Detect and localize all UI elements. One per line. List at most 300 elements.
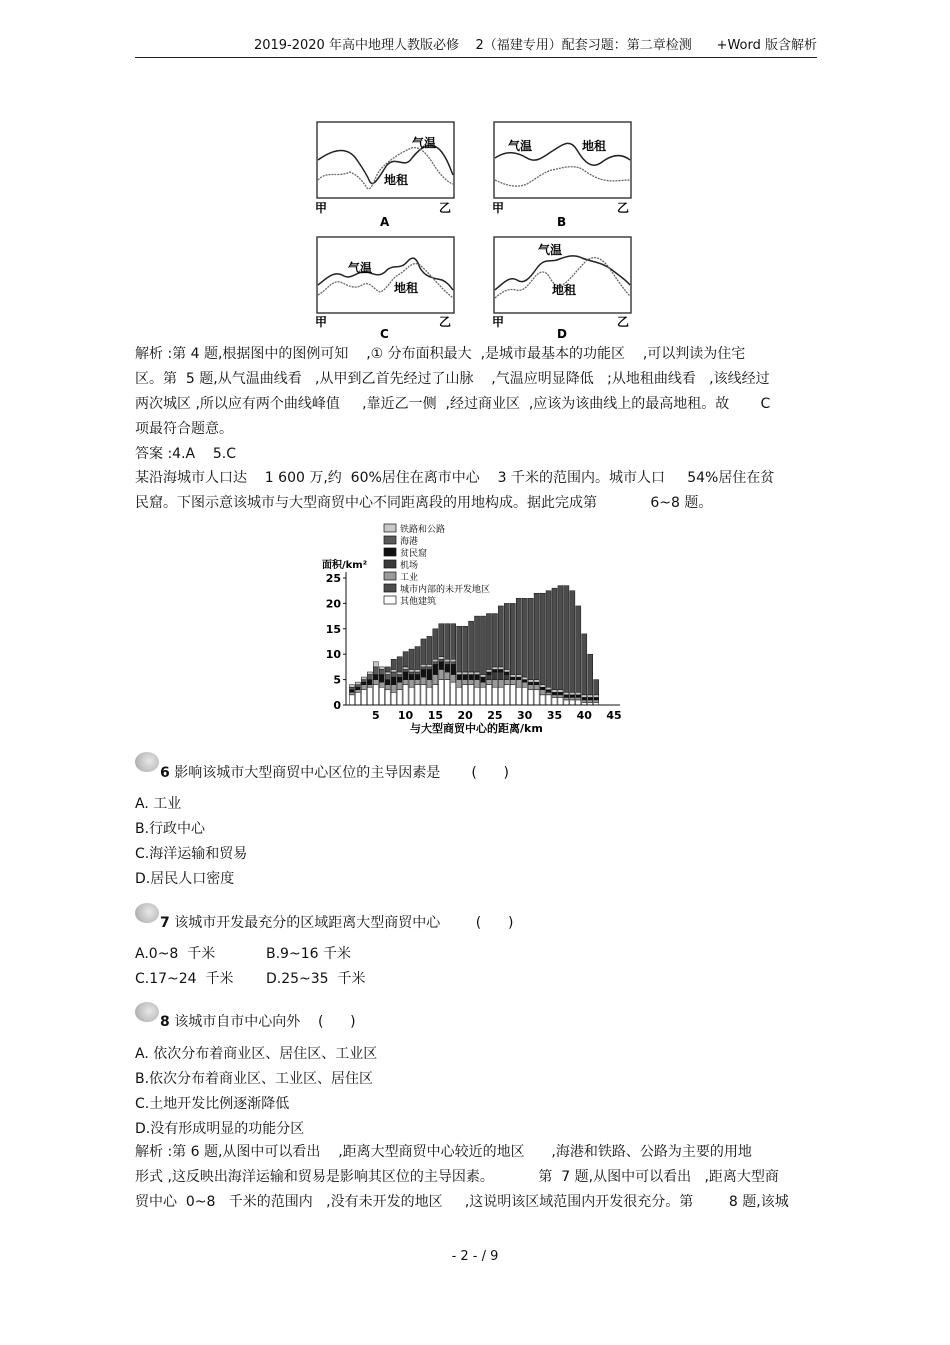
bar-segment-slum <box>516 677 521 680</box>
bar-segment-industry <box>552 695 557 698</box>
bar-segment-port <box>355 685 360 688</box>
bar-segment-other <box>391 692 396 705</box>
question-6-option-c[interactable]: C.海洋运输和贸易 <box>135 846 248 862</box>
bar-segment-rail <box>361 677 366 680</box>
panel-c-left-label: 甲 <box>315 315 328 329</box>
bar-segment-industry <box>522 682 527 687</box>
bar-segment-slum <box>433 664 438 674</box>
bar-segment-other <box>570 700 575 705</box>
bar-segment-undeveloped <box>582 634 587 695</box>
bar-segment-industry <box>415 680 420 685</box>
bar-segment-undeveloped <box>528 598 533 679</box>
bar-segment-port <box>439 659 444 662</box>
bar-segment-undeveloped <box>397 657 402 672</box>
analysis2-line-3: 贸中心 0~8 千米的范围内 ,没有未开发的地区 ,这说明该区域范围内开发很充分。第 8 题,该城 <box>135 1194 789 1210</box>
bar-segment-other <box>546 695 551 705</box>
question-6-number: 6 <box>160 765 170 781</box>
bar-segment-industry <box>349 692 354 695</box>
panel-d-temp-label: 气温 <box>538 243 563 257</box>
bar-segment-rail <box>552 690 557 693</box>
bar-segment-rail <box>385 672 390 675</box>
bar-segment-rail <box>427 664 432 667</box>
bar-segment-rail <box>588 695 593 698</box>
bar-segment-slum <box>439 662 444 670</box>
bar-segment-port <box>361 680 366 683</box>
bar-segment-rail <box>463 672 468 675</box>
bar-segment-port <box>373 667 378 675</box>
x-tick-label: 45 <box>606 709 622 722</box>
bar-segment-industry <box>427 680 432 688</box>
chart-legend <box>384 523 490 607</box>
bar-segment-slum <box>498 669 503 672</box>
question-6-option-b[interactable]: B.行政中心 <box>135 821 206 837</box>
bar-segment-slum <box>421 669 426 677</box>
bar-segment-other <box>522 687 527 705</box>
bar-segment-rail <box>469 672 474 675</box>
bar-segment-undeveloped <box>480 616 485 674</box>
panel-a-temp-label: 气温 <box>412 136 437 150</box>
bar-segment-undeveloped <box>504 603 509 669</box>
bar-segment-rail <box>349 685 354 688</box>
panel-a <box>315 122 454 229</box>
answer-line: 答案 :4.A 5.C <box>135 446 237 462</box>
bar-segment-port <box>397 675 402 678</box>
bar-segment-industry <box>397 682 402 690</box>
bar-segment-slum <box>588 697 593 700</box>
question-7-option-d[interactable]: D.25~35 千米 <box>266 971 366 987</box>
bar-segment-rail <box>409 669 414 672</box>
panel-c-rent-label: 地租 <box>394 281 419 295</box>
bar-segment-industry <box>546 692 551 695</box>
bar-segment-undeveloped <box>433 629 438 659</box>
legend-swatch-port <box>384 536 396 544</box>
bar-segment-rail <box>445 659 450 662</box>
bar-segment-industry <box>534 685 539 690</box>
bar-segment-other <box>540 695 545 705</box>
question-6-option-d[interactable]: D.居民人口密度 <box>135 871 235 887</box>
bar-segment-slum <box>379 675 384 683</box>
bar-segment-undeveloped <box>498 606 503 667</box>
bar-segment-undeveloped <box>385 667 390 672</box>
bar-segment-other <box>576 700 581 705</box>
bar-segment-undeveloped <box>463 626 468 672</box>
bar-segment-industry <box>510 680 515 685</box>
bar-segment-other <box>463 685 468 705</box>
bar-segment-industry <box>486 680 491 685</box>
analysis1-line-4: 项最符合题意。 <box>135 421 233 437</box>
bar-segment-other <box>564 700 569 705</box>
bar-segment-undeveloped <box>540 593 545 684</box>
bar-segment-industry <box>540 690 545 695</box>
bar-segment-slum <box>403 672 408 680</box>
bar-segment-other <box>379 687 384 705</box>
bar-segment-airport <box>498 672 503 680</box>
question-6-option-a[interactable]: A. 工业 <box>135 796 182 812</box>
bar-segment-industry <box>588 700 593 703</box>
x-tick-label: 35 <box>546 709 563 722</box>
panel-b-left-label: 甲 <box>492 201 505 215</box>
bar-segment-rail <box>564 692 569 695</box>
bar-segment-slum <box>355 687 360 690</box>
legend-label-other: 其他建筑 <box>400 597 437 607</box>
bar-segment-undeveloped <box>516 598 521 674</box>
x-tick-label: 10 <box>397 709 414 722</box>
bar-segment-other <box>385 690 390 705</box>
bar-segment-slum <box>510 677 515 680</box>
bar-segment-slum <box>373 675 378 680</box>
bar-segment-rail <box>391 669 396 672</box>
legend-swatch-slum <box>384 548 396 556</box>
bar-segment-slum <box>486 672 491 675</box>
bar-segment-undeveloped <box>445 624 450 660</box>
bar-segment-undeveloped <box>469 621 474 672</box>
bar-segment-undeveloped <box>588 654 593 695</box>
bar-segment-port <box>433 662 438 665</box>
page-header: 2019-2020 年高中地理人教版必修 2（福建专用）配套习题：第二章检测 +Word 版含解析 <box>135 37 817 58</box>
bar-segment-slum <box>534 682 539 685</box>
bar-segment-airport <box>504 675 509 680</box>
bar-segment-undeveloped <box>558 586 563 690</box>
bar-segment-airport <box>492 672 497 680</box>
bar-segment-slum <box>391 677 396 685</box>
bar-segment-rail <box>379 667 384 670</box>
legend-label-slum: 贫民窟 <box>400 549 428 559</box>
x-tick-label: 15 <box>427 709 444 722</box>
bar-segment-undeveloped <box>427 636 432 664</box>
bar-segment-slum <box>570 695 575 698</box>
bar-segment-other <box>528 690 533 705</box>
question-6-stem <box>160 762 509 784</box>
panel-d <box>492 237 631 341</box>
bar-segment-port <box>349 687 354 690</box>
bar-segment-industry <box>403 680 408 685</box>
bar-segment-other <box>510 685 515 705</box>
bar-segment-undeveloped <box>576 606 581 692</box>
bar-segment-slum <box>492 669 497 672</box>
bar-segment-industry <box>385 685 390 690</box>
bar-segment-rail <box>510 675 515 678</box>
y-tick-label: 10 <box>325 648 341 662</box>
bar-segment-rail <box>546 687 551 690</box>
panel-d-id: D <box>557 327 567 341</box>
legend-swatch-other <box>384 596 396 604</box>
bar-segment-industry <box>469 680 474 685</box>
bar-segment-slum <box>594 697 599 700</box>
bar-segment-rail <box>397 672 402 675</box>
bar-segment-port <box>421 667 426 670</box>
question-6-icon <box>135 752 159 772</box>
bar-segment-rail <box>355 682 360 685</box>
chart-ylabel: 面积/km² <box>322 560 368 571</box>
bar-segment-other <box>367 687 372 705</box>
bar-segment-other <box>373 685 378 705</box>
bar-segment-slum <box>361 682 366 685</box>
legend-label-port: 海港 <box>400 537 419 547</box>
bar-segment-slum <box>385 680 390 685</box>
panel-b-temp-label: 气温 <box>508 139 533 153</box>
bar-segment-rail <box>576 692 581 695</box>
bar-segment-slum <box>504 672 509 675</box>
bar-segment-slum <box>397 677 402 682</box>
bar-segment-other <box>469 685 474 705</box>
bar-segment-other <box>475 687 480 705</box>
bar-segment-port <box>415 672 420 675</box>
question-7-option-a[interactable]: A.0~8 千米 <box>135 946 216 962</box>
question-8-option-d[interactable]: D.没有形成明显的功能分区 <box>135 1121 305 1137</box>
question-6-text: 影响该城市大型商贸中心区位的主导因素是 ( ) <box>174 765 509 781</box>
figure-temperature-rent <box>312 120 637 342</box>
question-7-option-b[interactable]: B.9~16 千米 <box>266 946 351 962</box>
bar-segment-rail <box>439 657 444 660</box>
bar-segment-rail <box>480 675 485 678</box>
bar-segment-port <box>409 672 414 675</box>
bar-segment-other <box>397 690 402 705</box>
panel-d-rent-label: 地租 <box>552 283 577 297</box>
bar-segment-undeveloped <box>421 639 426 664</box>
bar-segment-slum <box>367 680 372 685</box>
bar-segment-industry <box>445 672 450 680</box>
x-tick-label: 25 <box>487 709 503 722</box>
panel-c-right-label: 乙 <box>439 315 452 329</box>
bar-segment-rail <box>558 690 563 693</box>
bar-segment-rail <box>570 692 575 695</box>
bar-segment-industry <box>475 680 480 688</box>
legend-swatch-industry <box>384 572 396 580</box>
panel-c-id: C <box>380 327 389 341</box>
bar-segment-rail <box>415 669 420 672</box>
bar-segment-other <box>480 687 485 705</box>
bar-segment-port <box>445 662 450 665</box>
bar-segment-slum <box>349 690 354 693</box>
question-8-icon <box>135 1002 159 1022</box>
bar-segment-industry <box>367 685 372 688</box>
landuse-stacked-bar-chart <box>320 518 630 736</box>
bar-segment-rail <box>457 672 462 675</box>
bar-segment-undeveloped <box>552 588 557 690</box>
question-8-option-a[interactable]: A. 依次分布着商业区、居住区、工业区 <box>135 1046 378 1062</box>
bar-segment-other <box>451 682 456 705</box>
bar-segment-slum <box>457 675 462 680</box>
bar-segment-rail <box>492 667 497 670</box>
bar-segment-industry <box>355 690 360 693</box>
panel-b-right-label: 乙 <box>617 201 630 215</box>
bar-segment-industry <box>433 675 438 685</box>
bar-segment-port <box>403 669 408 672</box>
panel-b-id: B <box>557 215 567 229</box>
bar-segment-industry <box>480 682 485 687</box>
bar-segment-slum <box>546 690 551 693</box>
bar-segment-undeveloped <box>415 647 420 670</box>
bar-segment-slum <box>528 682 533 685</box>
question-7-number: 7 <box>160 915 170 931</box>
bar-segment-rail <box>433 659 438 662</box>
bar-segment-industry <box>594 700 599 703</box>
bar-segment-other <box>457 687 462 705</box>
bar-segment-undeveloped <box>546 591 551 688</box>
analysis2-line-1: 解析 :第 6 题,从图中可以看出 ,距离大型商贸中心较近的地区 ,海港和铁路、公路为主要的用地 <box>135 1144 752 1160</box>
bar-segment-industry <box>451 675 456 683</box>
bar-segment-undeveloped <box>403 652 408 667</box>
bar-segment-rail <box>373 662 378 667</box>
bar-segment-industry <box>516 680 521 688</box>
analysis1-line-3: 两次城区 ,所以应有两个曲线峰值 ,靠近乙一侧 ,经过商业区 ,应该为该曲线上的最高地租。故 C <box>135 396 771 412</box>
question-8-number: 8 <box>160 1014 170 1030</box>
bar-segment-undeveloped <box>457 626 462 672</box>
bar-segment-undeveloped <box>439 624 444 657</box>
bar-segment-undeveloped <box>492 614 497 667</box>
bar-segment-industry <box>391 685 396 693</box>
bar-segment-slum <box>564 695 569 698</box>
bar-segment-port <box>451 662 456 665</box>
bar-segment-rail <box>522 677 527 680</box>
bar-segment-undeveloped <box>564 586 569 693</box>
bar-segment-other <box>558 697 563 705</box>
chart-x-axis <box>346 705 622 722</box>
panel-d-left-label: 甲 <box>492 315 505 329</box>
y-tick-label: 0 <box>333 699 341 712</box>
bar-segment-industry <box>439 669 444 679</box>
bar-segment-other <box>415 685 420 705</box>
bar-segment-undeveloped <box>451 624 456 660</box>
bar-segment-slum <box>475 675 480 680</box>
bar-segment-other <box>492 687 497 705</box>
bar-segment-other <box>534 690 539 705</box>
question-7-text: 该城市开发最充分的区域距离大型商贸中心 ( ) <box>174 915 514 931</box>
legend-label-airport: 机场 <box>400 561 419 571</box>
bar-segment-other <box>409 687 414 705</box>
bar-segment-other <box>516 687 521 705</box>
bar-segment-rail <box>486 669 491 672</box>
bar-segment-undeveloped <box>486 614 491 670</box>
bar-segment-slum <box>469 675 474 680</box>
legend-swatch-airport <box>384 560 396 568</box>
bar-segment-rail <box>498 667 503 670</box>
bar-segment-slum <box>427 669 432 679</box>
bar-segment-rail <box>582 695 587 698</box>
bar-segment-industry <box>582 700 587 703</box>
bar-segment-rail <box>403 667 408 670</box>
bar-segment-other <box>498 687 503 705</box>
panel-c-temp-label: 气温 <box>348 261 373 275</box>
bar-segment-industry <box>504 680 509 685</box>
legend-label-rail: 铁路和公路 <box>400 525 446 535</box>
panel-b <box>492 122 631 229</box>
bar-segment-slum <box>451 664 456 674</box>
bar-segment-slum <box>582 697 587 700</box>
bar-segment-port <box>385 675 390 680</box>
bar-segment-rail <box>504 669 509 672</box>
bar-segment-other <box>439 680 444 705</box>
intro-line-1: 某沿海城市人口达 1 600 万,约 60%居住在离市中心 3 千米的范围内。城市人口 54%居住在贫 <box>135 470 775 486</box>
legend-label-undeveloped: 城市内部的未开发地区 <box>400 585 491 595</box>
panel-c <box>315 237 454 341</box>
question-8-option-b[interactable]: B.依次分布着商业区、工业区、居住区 <box>135 1071 374 1087</box>
panel-b-rent-label: 地租 <box>582 139 607 153</box>
bar-segment-undeveloped <box>409 649 414 669</box>
question-7-stem <box>160 912 513 934</box>
bar-segment-undeveloped <box>594 680 599 695</box>
bar-segment-rail <box>421 664 426 667</box>
bar-segment-industry <box>564 697 569 700</box>
bar-segment-industry <box>379 682 384 687</box>
bar-segment-industry <box>457 680 462 688</box>
x-tick-label: 5 <box>371 709 380 722</box>
bar-segment-industry <box>576 697 581 700</box>
bar-segment-rail <box>540 685 545 688</box>
bar-segment-other <box>403 685 408 705</box>
analysis2-line-2: 形式 ,这反映出海洋运输和贸易是影响其区位的主导因素。 第 7 题,从图中可以看出 ,距离大型商 <box>135 1169 779 1185</box>
legend-swatch-undeveloped <box>384 584 396 592</box>
intro-line-2: 民窟。下图示意该城市与大型商贸中心不同距离段的用地构成。据此完成第 6~8 题。 <box>135 495 713 511</box>
bar-segment-industry <box>528 685 533 690</box>
bar-segment-other <box>361 690 366 705</box>
bar-segment-rail <box>534 680 539 683</box>
bar-segment-other <box>445 680 450 705</box>
question-8-stem <box>160 1011 356 1033</box>
analysis1-line-2: 区。第 5 题,从气温曲线看 ,从甲到乙首先经过了山脉 ,气温应明显降低 ;从地租曲线看 ,该线经过 <box>135 371 770 387</box>
question-7-icon <box>135 903 159 923</box>
bar-segment-slum <box>576 695 581 698</box>
bar-segment-industry <box>498 680 503 688</box>
y-tick-label: 20 <box>325 597 341 611</box>
bar-segment-undeveloped <box>510 603 515 674</box>
bar-segment-port <box>367 675 372 680</box>
question-8-text: 该城市自市中心向外 ( ) <box>174 1014 356 1030</box>
bar-segment-other <box>486 685 491 705</box>
x-tick-label: 30 <box>517 709 533 722</box>
bar-segment-rail <box>451 659 456 662</box>
bar-segment-slum <box>558 692 563 695</box>
panel-a-right-label: 乙 <box>439 201 452 215</box>
bar-segment-port <box>427 667 432 670</box>
bar-segment-industry <box>421 677 426 685</box>
bar-segment-slum <box>552 692 557 695</box>
bar-segment-rail <box>594 695 599 698</box>
bar-segment-undeveloped <box>570 591 575 693</box>
bar-segment-industry <box>373 680 378 685</box>
bar-segment-industry <box>570 697 575 700</box>
bar-segment-rail <box>367 672 372 675</box>
bar-segment-other <box>349 695 354 705</box>
legend-swatch-rail <box>384 524 396 532</box>
panel-a-rent-label: 地租 <box>384 173 409 187</box>
question-7-option-c[interactable]: C.17~24 千米 <box>135 971 234 987</box>
bar-segment-slum <box>480 677 485 682</box>
legend-label-industry: 工业 <box>400 573 419 583</box>
bar-segment-other <box>433 685 438 705</box>
y-tick-label: 15 <box>325 622 341 636</box>
bar-segment-rail <box>475 672 480 675</box>
bar-segment-other <box>355 692 360 705</box>
bar-segment-slum <box>409 675 414 680</box>
question-8-option-c[interactable]: C.土地开发比例逐渐降低 <box>135 1096 290 1112</box>
page-footer: - 2 - / 9 <box>451 1249 499 1264</box>
bar-segment-industry <box>409 680 414 688</box>
bar-segment-industry <box>558 695 563 698</box>
bar-segment-industry <box>463 680 468 685</box>
bar-segment-industry <box>361 685 366 690</box>
bar-segment-undeveloped <box>534 593 539 679</box>
x-tick-label: 40 <box>576 709 592 722</box>
bar-segment-other <box>421 685 426 705</box>
bar-segment-port <box>379 669 384 674</box>
panel-d-right-label: 乙 <box>617 315 630 329</box>
x-tick-label: 20 <box>457 709 473 722</box>
bar-segment-slum <box>540 687 545 690</box>
bar-segment-slum <box>445 664 450 672</box>
chart-xlabel: 与大型商贸中心的距离/km <box>410 722 543 735</box>
analysis1-line-1: 解析 :第 4 题,根据图中的图例可知 ,① 分布面积最大 ,是城市最基本的功能区 ,可以判读为住宅 <box>135 346 746 362</box>
